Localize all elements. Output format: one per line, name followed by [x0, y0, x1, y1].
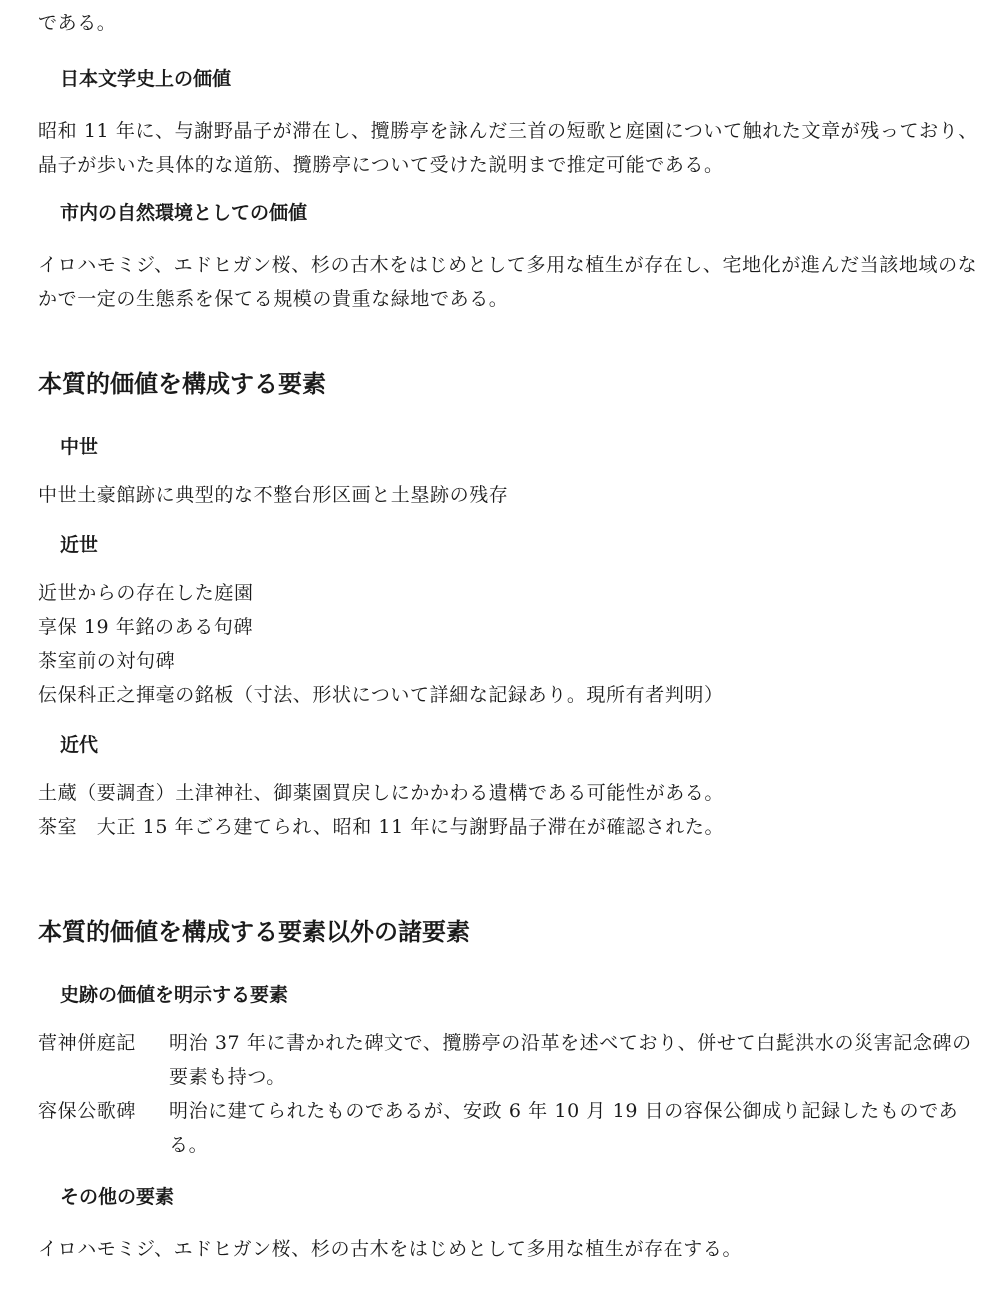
modern-heading: 近代 [60, 734, 99, 756]
literature-heading: 日本文学史上の価値 [60, 68, 232, 90]
medieval-list [38, 478, 988, 512]
element-name: 菅神併庭記 [38, 1032, 137, 1054]
explicit-elements-list [38, 1026, 988, 1162]
medieval-heading: 中世 [60, 436, 99, 458]
list-item: 近世からの存在した庭園 [38, 582, 254, 604]
other-elements-text: イロハモミジ、エドヒガン桜、杉の古木をはじめとして多用な植生が存在する。 [38, 1238, 743, 1260]
element-description: 明治に建てられたものであるが、安政 6 年 10 月 19 日の容保公御成り記録したものである。 [169, 1100, 959, 1156]
list-item: 伝保科正之揮毫の銘板（寸法、形状について詳細な記録あり。現所有者判明） [38, 684, 724, 706]
modern-list [38, 776, 988, 844]
list-item: 茶室前の対句碑 [38, 650, 176, 672]
list-item: 茶室 大正 15 年ごろ建てられ、昭和 11 年に与謝野晶子滞在が確認された。 [38, 816, 725, 838]
other-section-title: 本質的価値を構成する要素以外の諸要素 [38, 918, 470, 946]
document-page [38, 0, 988, 1266]
early-modern-heading: 近世 [60, 534, 99, 556]
explicit-elements-heading: 史跡の価値を明示する要素 [60, 984, 289, 1006]
explicit-element-row [38, 1094, 988, 1162]
literature-text: 昭和 11 年に、与謝野晶子が滞在し、攬勝亭を詠んだ三首の短歌と庭園について触れた文章が残っており、晶子が歩いた具体的な道筋、攬勝亭について受けた説明まで推定可能である。 [38, 120, 978, 176]
essential-section-title: 本質的価値を構成する要素 [38, 370, 326, 398]
list-item: 享保 19 年銘のある句碑 [38, 616, 254, 638]
explicit-element-row [38, 1026, 988, 1094]
element-name: 容保公歌碑 [38, 1100, 137, 1122]
list-item: 中世土豪館跡に典型的な不整台形区画と土塁跡の残存 [38, 484, 509, 506]
other-elements-heading: その他の要素 [60, 1186, 175, 1208]
nature-heading: 市内の自然環境としての価値 [60, 202, 308, 224]
list-item: 土蔵（要調査）土津神社、御薬園買戻しにかかわる遺構である可能性がある。 [38, 782, 725, 804]
element-description: 明治 37 年に書かれた碑文で、攬勝亭の沿革を述べており、併せて白髭洪水の災害記念碑の要素も持つ。 [169, 1032, 972, 1088]
intro-tail-text: である。 [38, 12, 117, 34]
nature-text: イロハモミジ、エドヒガン桜、杉の古木をはじめとして多用な植生が存在し、宅地化が進んだ当該地域のなかで一定の生態系を保てる規模の貴重な緑地である。 [38, 254, 978, 310]
early-modern-list [38, 576, 988, 712]
